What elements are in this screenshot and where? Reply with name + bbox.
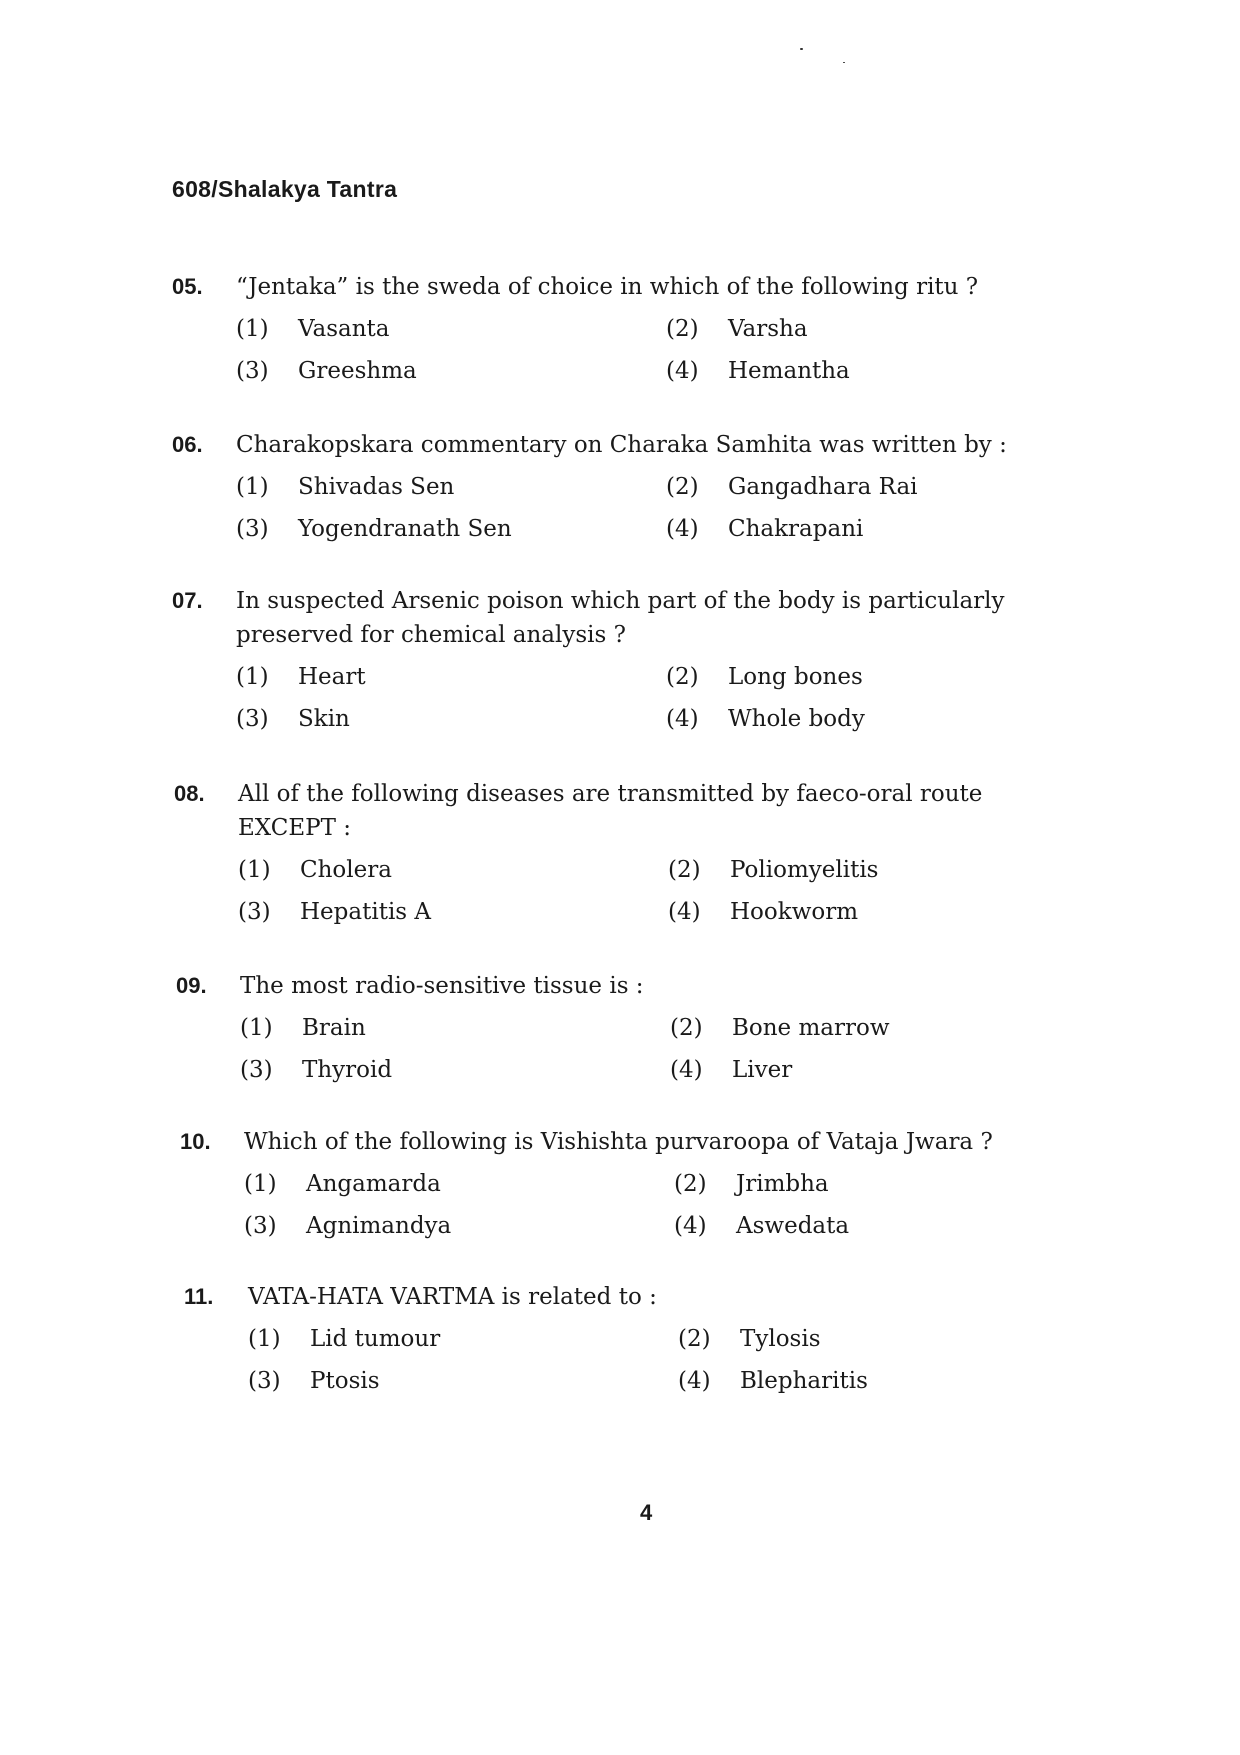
question-08 (174, 777, 1094, 933)
option-1 (236, 664, 666, 690)
options (176, 1007, 1100, 1091)
question-09 (176, 969, 1096, 1091)
option-text: Long bones (728, 664, 863, 690)
option-text: Shivadas Sen (298, 474, 455, 500)
option-text: Greeshma (298, 358, 417, 384)
question-06 (172, 428, 1092, 550)
option-text: Ptosis (310, 1368, 380, 1394)
question-text: In suspected Arsenic poison which part of the body is particularly (236, 588, 1005, 614)
option-text: Lid tumour (310, 1326, 441, 1352)
option-1 (244, 1171, 674, 1197)
option-number: (3) (236, 706, 269, 732)
option-text: Tylosis (740, 1326, 821, 1352)
option-text: Hepatitis A (300, 899, 432, 925)
option-number: (2) (666, 474, 699, 500)
question-text-line-2: preserved for chemical analysis ? (236, 622, 626, 648)
question-text: Charakopskara commentary on Charaka Samhita was written by : (236, 432, 1007, 458)
option-number: (1) (244, 1171, 277, 1197)
option-4 (670, 1057, 1100, 1083)
option-number: (1) (236, 664, 269, 690)
option-number: (4) (668, 899, 701, 925)
option-text: Whole body (728, 706, 865, 732)
option-number: (1) (240, 1015, 273, 1041)
option-2 (668, 857, 1098, 883)
option-number: (1) (236, 474, 269, 500)
option-text: Blepharitis (740, 1368, 868, 1394)
question-number: 05. (172, 274, 203, 299)
option-4 (668, 899, 1098, 925)
scan-speck (800, 48, 803, 50)
option-4 (678, 1368, 1108, 1394)
option-1 (248, 1326, 678, 1352)
option-number: (2) (666, 316, 699, 342)
option-text: Jrimbha (736, 1171, 829, 1197)
option-3 (236, 358, 666, 384)
option-text: Agnimandya (306, 1213, 452, 1239)
options (184, 1318, 1108, 1402)
question-number: 09. (176, 973, 207, 998)
option-1 (240, 1015, 670, 1041)
options (172, 308, 1096, 392)
options (180, 1163, 1104, 1247)
option-number: (3) (238, 899, 271, 925)
option-number: (3) (244, 1213, 277, 1239)
option-2 (666, 664, 1096, 690)
question-number: 06. (172, 432, 203, 457)
option-text: Cholera (300, 857, 392, 883)
option-1 (236, 474, 666, 500)
option-number: (4) (666, 358, 699, 384)
option-text: Bone marrow (732, 1015, 890, 1041)
options (174, 849, 1098, 933)
option-number: (2) (666, 664, 699, 690)
option-2 (670, 1015, 1100, 1041)
options (172, 656, 1096, 740)
option-number: (2) (668, 857, 701, 883)
option-text: Hemantha (728, 358, 850, 384)
option-4 (666, 706, 1096, 732)
question-number: 11. (184, 1284, 214, 1309)
question-text: VATA-HATA VARTMA is related to : (248, 1284, 657, 1310)
option-text: Aswedata (736, 1213, 850, 1239)
option-number: (4) (674, 1213, 707, 1239)
option-3 (236, 706, 666, 732)
option-2 (666, 474, 1096, 500)
option-number: (2) (674, 1171, 707, 1197)
question-07 (172, 584, 1092, 740)
option-number: (4) (666, 706, 699, 732)
option-4 (666, 516, 1096, 542)
option-text: Liver (732, 1057, 793, 1083)
option-text: Chakrapani (728, 516, 864, 542)
option-text: Poliomyelitis (730, 857, 879, 883)
question-text: “Jentaka” is the sweda of choice in which of the following ritu ? (236, 274, 979, 300)
option-text: Yogendranath Sen (298, 516, 512, 542)
option-2 (678, 1326, 1108, 1352)
option-number: (3) (248, 1368, 281, 1394)
question-11 (184, 1280, 1104, 1402)
option-text: Heart (298, 664, 366, 690)
options (172, 466, 1096, 550)
option-number: (4) (670, 1057, 703, 1083)
option-3 (238, 899, 668, 925)
question-text: All of the following diseases are transmitted by faeco-oral route (238, 781, 983, 807)
question-text: The most radio-sensitive tissue is : (240, 973, 644, 999)
option-4 (666, 358, 1096, 384)
question-number: 07. (172, 588, 203, 613)
option-text: Brain (302, 1015, 366, 1041)
option-number: (4) (678, 1368, 711, 1394)
option-number: (2) (670, 1015, 703, 1041)
question-number: 08. (174, 781, 205, 806)
question-text-line-2: EXCEPT : (238, 815, 352, 841)
option-text: Thyroid (302, 1057, 393, 1083)
option-number: (1) (248, 1326, 281, 1352)
option-3 (244, 1213, 674, 1239)
option-2 (674, 1171, 1104, 1197)
option-text: Vasanta (298, 316, 390, 342)
option-number: (3) (236, 358, 269, 384)
option-2 (666, 316, 1096, 342)
option-text: Gangadhara Rai (728, 474, 918, 500)
question-number: 10. (180, 1129, 211, 1154)
option-text: Angamarda (306, 1171, 441, 1197)
paper-title: 608/Shalakya Tantra (172, 176, 398, 202)
option-3 (236, 516, 666, 542)
option-number: (3) (240, 1057, 273, 1083)
option-3 (248, 1368, 678, 1394)
option-number: (1) (238, 857, 271, 883)
option-text: Varsha (728, 316, 808, 342)
page-number: 4 (640, 1500, 653, 1525)
question-text: Which of the following is Vishishta purvaroopa of Vataja Jwara ? (244, 1129, 993, 1155)
question-10 (180, 1125, 1100, 1247)
option-number: (2) (678, 1326, 711, 1352)
option-text: Hookworm (730, 899, 859, 925)
option-1 (236, 316, 666, 342)
option-4 (674, 1213, 1104, 1239)
option-number: (4) (666, 516, 699, 542)
scan-speck (843, 62, 845, 63)
option-1 (238, 857, 668, 883)
option-text: Skin (298, 706, 350, 732)
option-3 (240, 1057, 670, 1083)
option-number: (1) (236, 316, 269, 342)
option-number: (3) (236, 516, 269, 542)
question-05 (172, 270, 1092, 392)
